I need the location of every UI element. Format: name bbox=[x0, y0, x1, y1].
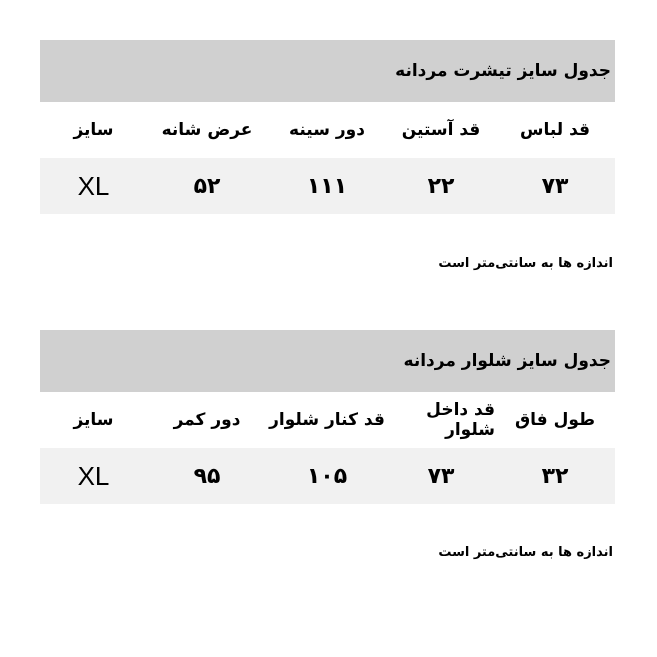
shirt-size-table bbox=[40, 40, 615, 214]
pants-size-table bbox=[40, 330, 615, 504]
shirt-header-shoulder: عرض شانه bbox=[161, 120, 253, 140]
shirt-value-row bbox=[40, 158, 615, 214]
shirt-header-length: قد لباس bbox=[519, 120, 591, 140]
shirt-table-title: جدول سایز تیشرت مردانه bbox=[40, 40, 615, 102]
pants-value-outseam: ۱۰۵ bbox=[306, 463, 348, 489]
pants-header-size: سایز bbox=[73, 410, 114, 430]
pants-value-inseam: ۷۳ bbox=[427, 463, 455, 489]
shirt-header-chest: دور سینه bbox=[289, 120, 365, 140]
pants-header-inseam: قد داخل شلوار bbox=[426, 400, 495, 440]
pants-value-size: XL bbox=[77, 460, 110, 491]
shirt-value-length: ۷۳ bbox=[541, 173, 569, 199]
pants-value-waist: ۹۵ bbox=[193, 463, 221, 489]
shirt-units-note: اندازه ها به سانتی‌متر است bbox=[438, 256, 613, 271]
shirt-value-shoulder: ۵۲ bbox=[193, 173, 221, 199]
shirt-header-row bbox=[40, 102, 615, 158]
pants-table-title: جدول سایز شلوار مردانه bbox=[40, 330, 615, 392]
pants-header-waist: دور کمر bbox=[173, 410, 241, 430]
pants-header-rise: طول فاق bbox=[514, 410, 596, 430]
pants-value-rise: ۳۲ bbox=[541, 463, 569, 489]
pants-value-row bbox=[40, 448, 615, 504]
shirt-value-sleeve: ۲۲ bbox=[427, 173, 455, 199]
pants-header-outseam: قد کنار شلوار bbox=[269, 410, 385, 430]
pants-units-note: اندازه ها به سانتی‌متر است bbox=[438, 545, 613, 560]
shirt-value-chest: ۱۱۱ bbox=[306, 173, 348, 199]
shirt-header-sleeve: قد آستین bbox=[401, 120, 481, 140]
shirt-header-size: سایز bbox=[73, 120, 114, 140]
pants-header-row bbox=[40, 392, 615, 448]
shirt-value-size: XL bbox=[77, 170, 110, 201]
